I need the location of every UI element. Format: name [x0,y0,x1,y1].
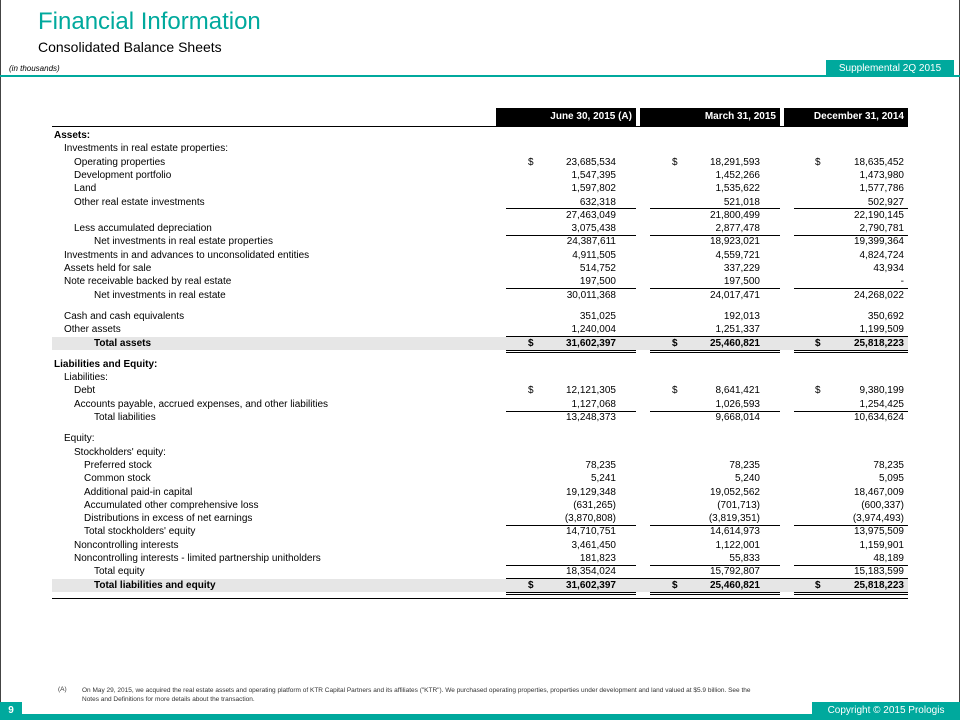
table-row [52,142,908,155]
cell-value: 192,013 [723,310,760,322]
cell-value: (631,265) [573,499,616,511]
cell-value: 43,934 [873,263,904,274]
cell-value: 78,235 [585,459,616,471]
table-row [52,446,908,459]
cell-value: (3,870,808) [564,513,616,525]
cell-value: 13,248,373 [565,412,616,423]
cell-value: (600,337) [861,499,904,511]
cell-value: 1,547,395 [571,169,616,181]
cell-value: 24,017,471 [709,289,760,301]
cell-value: 197,500 [723,276,760,288]
cell-value: (3,819,351) [708,513,760,525]
cell-value: 1,577,786 [859,183,904,195]
page-footer [0,702,960,720]
cell-value: 25,460,821 [709,579,760,591]
table-row [52,565,908,578]
table-row [52,323,908,336]
cell-value: - [900,276,904,288]
row-label: Cash and cash equivalents [64,310,185,322]
row-label: Development portfolio [74,169,172,181]
currency-symbol: $ [815,385,821,397]
table-row [52,539,908,552]
cell-value: 18,291,593 [709,156,760,168]
header-divider [52,126,908,127]
cell-value: 12,121,305 [565,385,616,397]
currency-symbol: $ [672,579,678,591]
cell-value: 27,463,049 [565,209,616,221]
cell-value: 1,535,622 [715,183,760,195]
table-row [52,262,908,275]
cell-value: 337,229 [723,263,760,274]
row-label: Assets: [54,130,91,141]
cell-value: 502,927 [867,196,904,208]
currency-symbol: $ [815,156,821,168]
cell-value: (3,974,493) [852,513,904,525]
table-row [52,182,908,195]
cell-value: 13,975,509 [853,526,904,538]
table-row [52,289,908,302]
table-row [52,235,908,248]
row-label: Total stockholders' equity [84,526,196,538]
cell-value: 31,602,397 [565,337,616,349]
currency-symbol: $ [815,579,821,591]
cell-value: 9,380,199 [859,385,904,397]
units-note: (in thousands) [9,64,60,73]
total-row [52,579,908,592]
cell-value: 10,634,624 [853,412,904,423]
cell-value: 25,818,223 [853,337,904,349]
cell-value: 2,790,781 [859,223,904,235]
cell-value: 14,710,751 [565,526,616,538]
total-top-rule [506,336,908,337]
cell-value: 4,911,505 [572,249,616,261]
currency-symbol: $ [528,156,534,168]
row-label: Preferred stock [84,459,152,471]
page-title: Financial Information [38,8,261,35]
cell-value: 3,075,438 [571,223,616,235]
footnote-text: On May 29, 2015, we acquired the real estate assets and operating platform of KTR Capital Partners and its affiliates ("KTR"). We purchased operating properties, properties under development and land valued at $5.9 billion. See the Notes and Definitions for more details about the transaction. [82,687,751,703]
row-label: Total equity [94,566,145,578]
row-label: Distributions in excess of net earnings [84,513,253,525]
row-label: Investments in real estate properties: [64,143,228,155]
double-underline [506,350,636,353]
cell-value: 1,473,980 [859,169,904,181]
cell-value: 1,127,068 [571,398,616,410]
cell-value: 4,824,724 [859,249,904,261]
cell-value: 78,235 [873,459,904,471]
cell-value: 8,641,421 [715,385,760,397]
table-row [52,398,908,411]
currency-symbol: $ [672,385,678,397]
supplemental-tag: Supplemental 2Q 2015 [826,60,954,77]
cell-value: 14,614,973 [709,526,760,538]
header-rule [0,75,960,77]
cell-value: 22,190,145 [853,209,904,221]
table-row [52,499,908,512]
page-subtitle: Consolidated Balance Sheets [38,39,222,55]
cell-value: 514,752 [579,263,616,274]
table-row [52,249,908,262]
cell-value: 1,597,802 [571,183,616,195]
cell-value: 3,461,450 [571,539,616,551]
table-row [52,196,908,209]
row-label: Total liabilities and equity [94,579,216,591]
cell-value: 78,235 [729,459,760,471]
row-label: Common stock [84,473,151,485]
cell-value: 18,923,021 [709,236,760,248]
section-heading-row [52,129,908,142]
row-label: Equity: [64,433,95,445]
double-underline [794,350,908,353]
page-number: 9 [0,702,22,720]
double-underline [650,592,780,595]
cell-value: 1,251,337 [715,324,760,336]
row-label: Investments in and advances to unconsolidated entities [64,249,310,261]
row-label: Operating properties [74,156,166,168]
cell-value: 21,800,499 [709,209,760,221]
cell-value: 15,792,807 [709,566,760,578]
currency-symbol: $ [528,579,534,591]
cell-value: 197,500 [579,276,616,288]
table-row [52,512,908,525]
cell-value: 24,387,611 [566,236,616,248]
currency-symbol: $ [528,385,534,397]
row-label: Debt [74,385,96,397]
table-row [52,156,908,169]
column-header-march-2015: March 31, 2015 [640,108,780,126]
cell-value: 31,602,397 [565,579,616,591]
copyright-text: Copyright © 2015 Prologis [812,702,960,720]
cell-value: 1,452,266 [715,169,760,181]
table-row [52,209,908,222]
row-label: Assets held for sale [64,263,152,274]
row-label: Accounts payable, accrued expenses, and other liabilities [74,398,329,410]
cell-value: 23,685,534 [565,156,616,168]
cell-value: 9,668,014 [715,412,760,423]
cell-value: 18,635,452 [853,156,904,168]
cell-value: 351,025 [579,310,616,322]
cell-value: 24,268,022 [853,289,904,301]
cell-value: 1,159,901 [859,539,904,551]
row-label: Noncontrolling interests - limited partnership unitholders [74,553,321,564]
table-row [52,432,908,445]
double-underline [794,592,908,595]
currency-symbol: $ [815,337,821,349]
table-row [52,459,908,472]
cell-value: 1,199,509 [859,324,904,336]
cell-value: 181,823 [579,553,616,564]
table-row [52,552,908,565]
cell-value: 19,052,562 [709,486,760,498]
cell-value: 4,559,721 [715,249,760,261]
cell-value: 19,129,348 [565,486,616,498]
table-row [52,169,908,182]
currency-symbol: $ [672,337,678,349]
row-label: Net investments in real estate [94,289,226,301]
table-row [52,472,908,485]
section-heading-row [52,358,908,371]
table-row [52,525,908,538]
table-row [52,411,908,424]
row-label: Accumulated other comprehensive loss [84,499,259,511]
row-label: Less accumulated depreciation [74,223,212,235]
cell-value: 1,240,004 [571,324,616,336]
cell-value: 48,189 [873,553,904,564]
cell-value: 5,241 [590,473,616,485]
row-label: Liabilities and Equity: [54,358,158,370]
cell-value: 521,018 [723,196,760,208]
page-left-border [0,0,1,720]
table-row [52,222,908,235]
footnote-label: (A) [58,686,67,693]
row-label: Note receivable backed by real estate [64,276,232,288]
table-row [52,384,908,397]
row-label: Total liabilities [94,412,156,423]
cell-value: 5,240 [734,473,760,485]
table-bottom-rule [52,598,908,599]
cell-value: 18,467,009 [853,486,904,498]
row-label: Land [74,183,97,195]
cell-value: 18,354,024 [565,566,616,578]
row-label: Total assets [94,337,152,349]
cell-value: 15,183,599 [853,566,904,578]
currency-symbol: $ [672,156,678,168]
cell-value: 25,818,223 [853,579,904,591]
total-row [52,337,908,350]
row-label: Stockholders' equity: [74,446,166,458]
cell-value: 1,026,593 [715,398,760,410]
table-row [52,275,908,288]
row-label: Additional paid-in capital [84,486,193,498]
cell-value: (701,713) [717,499,760,511]
cell-value: 1,122,001 [715,539,760,551]
cell-value: 19,399,364 [853,236,904,248]
currency-symbol: $ [528,337,534,349]
cell-value: 632,318 [579,196,616,208]
column-header-june-2015: June 30, 2015 (A) [496,108,636,126]
column-header-december-2014: December 31, 2014 [784,108,908,126]
cell-value: 350,692 [867,310,904,322]
double-underline [506,592,636,595]
cell-value: 2,877,478 [715,223,760,235]
row-label: Noncontrolling interests [74,539,179,551]
row-label: Liabilities: [64,372,108,384]
row-label: Net investments in real estate properties [94,236,273,248]
cell-value: 30,011,368 [566,289,616,301]
row-label: Other real estate investments [74,196,205,208]
table-row [52,310,908,323]
cell-value: 55,833 [729,553,760,564]
double-underline [650,350,780,353]
table-row [52,371,908,384]
cell-value: 1,254,425 [859,398,904,410]
cell-value: 25,460,821 [709,337,760,349]
total-top-rule [506,578,908,579]
cell-value: 5,095 [878,473,904,485]
row-label: Other assets [64,324,121,336]
table-row [52,486,908,499]
